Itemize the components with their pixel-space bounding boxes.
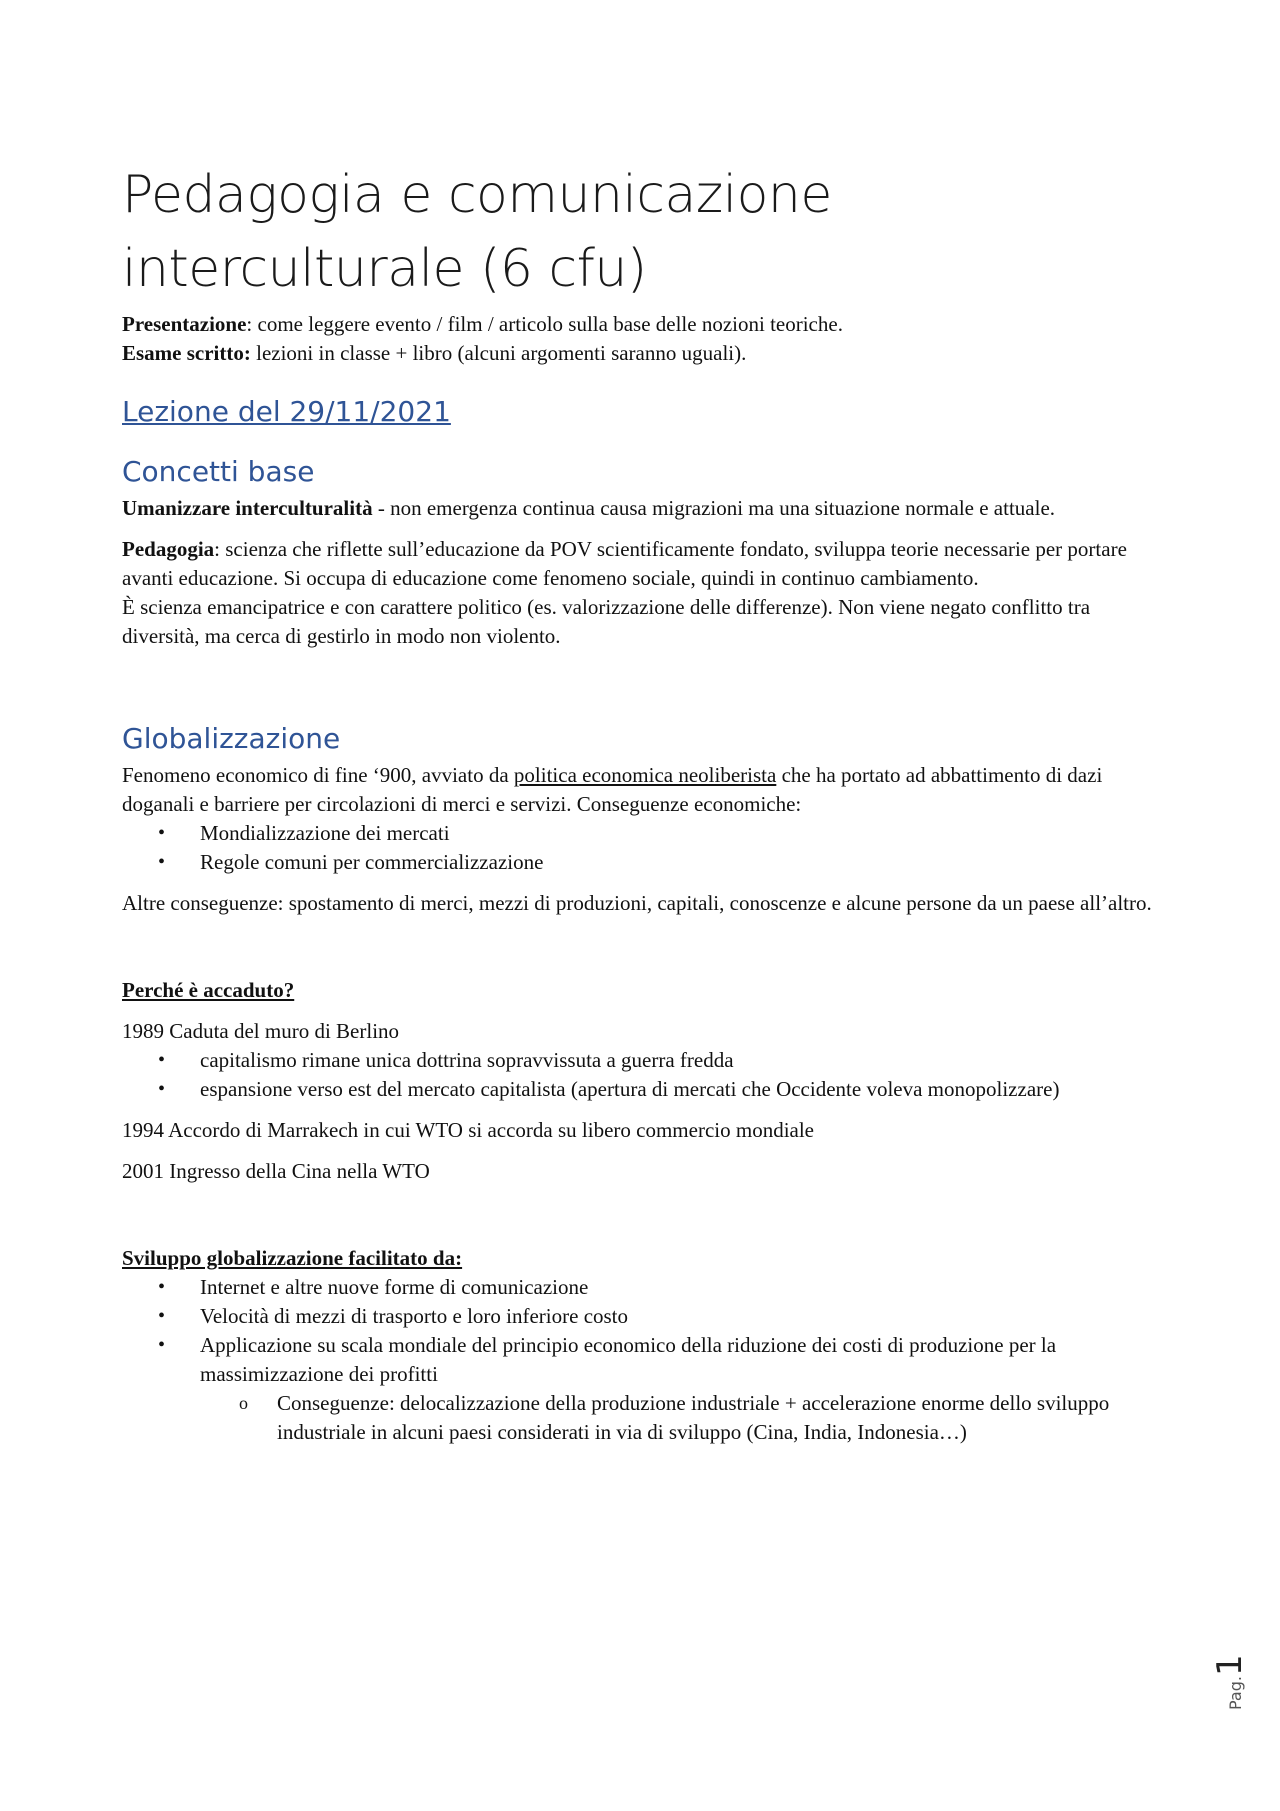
concetti-paragraph-3: È scienza emancipatrice e con carattere politico (es. valorizzazione delle differenze). Non viene negato conflitto tra diversità, ma cerca di gestirlo in modo non violento. xyxy=(122,595,1091,648)
page-number-value: 1 xyxy=(1210,1654,1250,1677)
presentazione-text: : come leggere evento / film / articolo sulla base delle nozioni teoriche. xyxy=(246,312,843,336)
lesson-heading: Lezione del 29/11/2021 xyxy=(122,395,451,428)
list-item: • Applicazione su scala mondiale del principio economico della riduzione dei costi di produzione per la massimizzazione dei profitti xyxy=(122,1331,1172,1389)
concetti-p1-text: - non emergenza continua causa migrazioni ma una situazione normale e attuale. xyxy=(372,496,1056,520)
esame-line xyxy=(122,339,1172,368)
sviluppo-sub-bullets xyxy=(122,1389,1172,1447)
globalizzazione-paragraph-2: Altre conseguenze: spostamento di merci, mezzi di produzioni, capitali, conoscenze e alcune persone da un paese all’altro. xyxy=(122,891,1152,915)
concetti-paragraph-1 xyxy=(122,494,1172,523)
globalizzazione-heading: Globalizzazione xyxy=(122,722,341,755)
list-item: • capitalismo rimane unica dottrina sopravvissuta a guerra fredda xyxy=(122,1046,1172,1075)
glob-p1-a: Fenomeno economico di fine ‘900, avviato da xyxy=(122,763,514,787)
list-item: • Regole comuni per commercializzazione xyxy=(122,848,1172,877)
page-number xyxy=(1210,1625,1250,1710)
glob-p1-underlined: politica economica neoliberista xyxy=(513,763,777,787)
document-page xyxy=(122,158,1172,1447)
presentazione-line xyxy=(122,310,1172,339)
concetti-paragraph-2 xyxy=(122,535,1172,593)
globalizzazione-bullets xyxy=(122,819,1172,877)
sviluppo-bullets xyxy=(122,1273,1172,1389)
concetti-p2-text: : scienza che riflette sull’educazione da POV scientificamente fondato, sviluppa teorie necessarie per portare avanti educazione. Si occupa di educazione come fenomeno sociale, quindi in continuo cambiamento. xyxy=(122,537,1127,590)
presentazione-label: Presentazione xyxy=(122,312,247,336)
document-title: Pedagogia e comunicazione interculturale (6 cfu) xyxy=(122,165,832,299)
perche-event-2: 1994 Accordo di Marrakech in cui WTO si accorda su libero commercio mondiale xyxy=(122,1118,815,1142)
list-item: • Mondializzazione dei mercati xyxy=(122,819,1172,848)
globalizzazione-paragraph-1 xyxy=(122,761,1172,819)
perche-event-3: 2001 Ingresso della Cina nella WTO xyxy=(122,1159,430,1183)
list-item: • Velocità di mezzi di trasporto e loro inferiore costo xyxy=(122,1302,1172,1331)
page-number-label: Pag. xyxy=(1226,1676,1245,1710)
concetti-heading: Concetti base xyxy=(122,455,315,488)
perche-heading: Perché è accaduto? xyxy=(122,978,295,1002)
esame-text: lezioni in classe + libro (alcuni argomenti saranno uguali). xyxy=(250,341,747,365)
intro-block xyxy=(122,310,1172,368)
glob-p1-b: che ha portato ad abbattimento di dazi doganali e barriere per circolazioni di merci e servizi. Conseguenze economiche: xyxy=(122,763,1103,816)
concetti-p2-bold: Pedagogia xyxy=(122,537,215,561)
esame-label: Esame scritto: xyxy=(122,341,251,365)
concetti-p1-bold: Umanizzare interculturalità xyxy=(122,496,373,520)
perche-event-1: 1989 Caduta del muro di Berlino xyxy=(122,1019,400,1043)
list-item: • espansione verso est del mercato capitalista (apertura di mercati che Occidente voleva monopolizzare) xyxy=(122,1075,1172,1104)
sviluppo-heading: Sviluppo globalizzazione facilitato da: xyxy=(122,1246,463,1270)
list-item: • Internet e altre nuove forme di comunicazione xyxy=(122,1273,1172,1302)
list-item: o Conseguenze: delocalizzazione della produzione industriale + accelerazione enorme dello sviluppo industriale in alcuni paesi considerati in via di sviluppo (Cina, India, Indonesia…) xyxy=(122,1389,1172,1447)
perche-event-1-bullets xyxy=(122,1046,1172,1104)
